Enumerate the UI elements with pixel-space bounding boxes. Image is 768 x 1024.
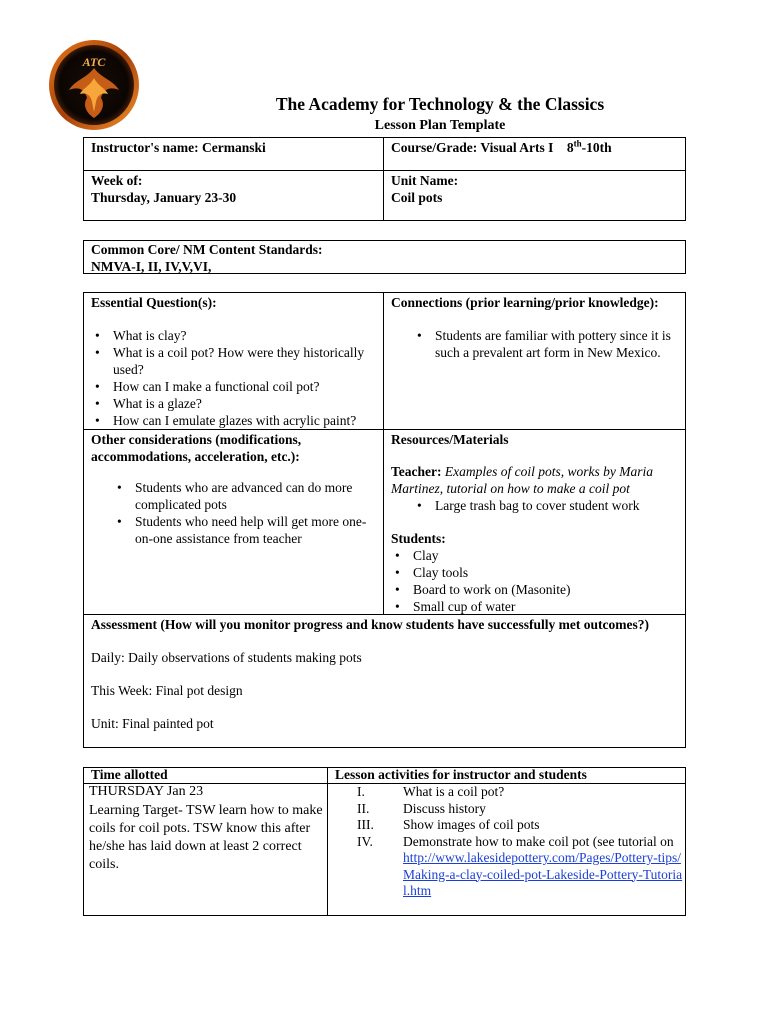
activities-header: Lesson activities for instructor and students (335, 767, 587, 782)
list-item: I. What is a coil pot? (357, 784, 505, 799)
considerations-list (91, 479, 379, 547)
activity-steps (331, 784, 683, 900)
tutorial-link[interactable]: http://www.lakesidepottery.com/Pages/Pottery-tips/Making-a-clay-coiled-pot-Lakeside-Pottery-Tutorial.htm (403, 850, 683, 898)
week-cell: Week of: Thursday, January 23-30 (91, 173, 237, 205)
connections-list (391, 327, 683, 361)
teacher-list (391, 497, 683, 514)
resources-cell: Resources/Materials Teacher: Examples of coil pots, works by Maria Martinez, tutorial on how to make a coil pot • Large trash bag to cover student work Students: • Clay • Clay tools • Board to work on (Masonite) • Small cup of water (391, 431, 683, 615)
time-header: Time allotted (91, 767, 168, 782)
list-item: • Clay (391, 547, 683, 564)
list-item: • Students are familiar with pottery since it is such a prevalent art form in New Mexico. (413, 327, 683, 361)
activities-cell (331, 784, 683, 900)
list-item: • Students who are advanced can do more complicated pots (113, 479, 373, 513)
time-cell: THURSDAY Jan 23 Learning Target- TSW learn how to make coils for coil pots. TSW know this after he/she has laid down at least 2 correct coils. (89, 784, 323, 872)
unit-cell: Unit Name: Coil pots (391, 173, 459, 205)
student-list (391, 547, 683, 615)
atc-logo (47, 38, 141, 132)
list-item: • How can I emulate glazes with acrylic paint? (91, 412, 379, 429)
list-item: • Clay tools (391, 564, 683, 581)
list-item: • Small cup of water (391, 598, 683, 615)
considerations-cell: Other considerations (modifications, accommodations, acceleration, etc.): • Students who are advanced can do more complicated pots • Students who need help will get more one-on-one assistance from teacher (91, 431, 379, 547)
page-subtitle: Lesson Plan Template (374, 118, 506, 133)
essential-list (91, 327, 379, 429)
instructor-cell: Instructor's name: Cermanski (91, 140, 266, 155)
assessment-cell: Assessment (How will you monitor progress and know students have successfully met outcomes?) Daily: Daily observations of students making pots This Week: Final pot design Unit: Final painted pot (91, 617, 650, 731)
list-item: • What is a glaze? (91, 395, 379, 412)
course-cell: Course/Grade: Visual Arts I 8th-10th (391, 138, 612, 155)
list-item: • Board to work on (Masonite) (391, 581, 683, 598)
svg-text:ATC: ATC (82, 55, 106, 69)
list-item: IV. Demonstrate how to make coil pot (see tutorial on http://www.lakesidepottery.com/Pages/Pottery-tips/Making-a-clay-coiled-pot-Lakeside-Pottery-Tutorial.htm (357, 833, 683, 898)
list-item: • What is a coil pot? How were they historically used? (91, 344, 379, 378)
list-item: III. Show images of coil pots (357, 817, 540, 832)
list-item: • How can I make a functional coil pot? (91, 378, 379, 395)
essential-cell: Essential Question(s): • What is clay? • What is a coil pot? How were they historically used? • How can I make a functional coil pot? • What is a glaze? • How can I emulate glazes with acrylic paint? (91, 294, 379, 429)
standards-cell: Common Core/ NM Content Standards: NMVA-I, II, IV,V,VI, (91, 242, 323, 274)
list-item: • What is clay? (91, 327, 379, 344)
list-item: • Students who need help will get more one-on-one assistance from teacher (113, 513, 373, 547)
list-item: II. Discuss history (357, 800, 486, 816)
connections-cell: Connections (prior learning/prior knowledge): • Students are familiar with pottery since it is such a prevalent art form in New Mexico. (391, 294, 683, 361)
list-item: • Large trash bag to cover student work (413, 497, 683, 514)
page-title: The Academy for Technology & the Classics (275, 94, 605, 114)
